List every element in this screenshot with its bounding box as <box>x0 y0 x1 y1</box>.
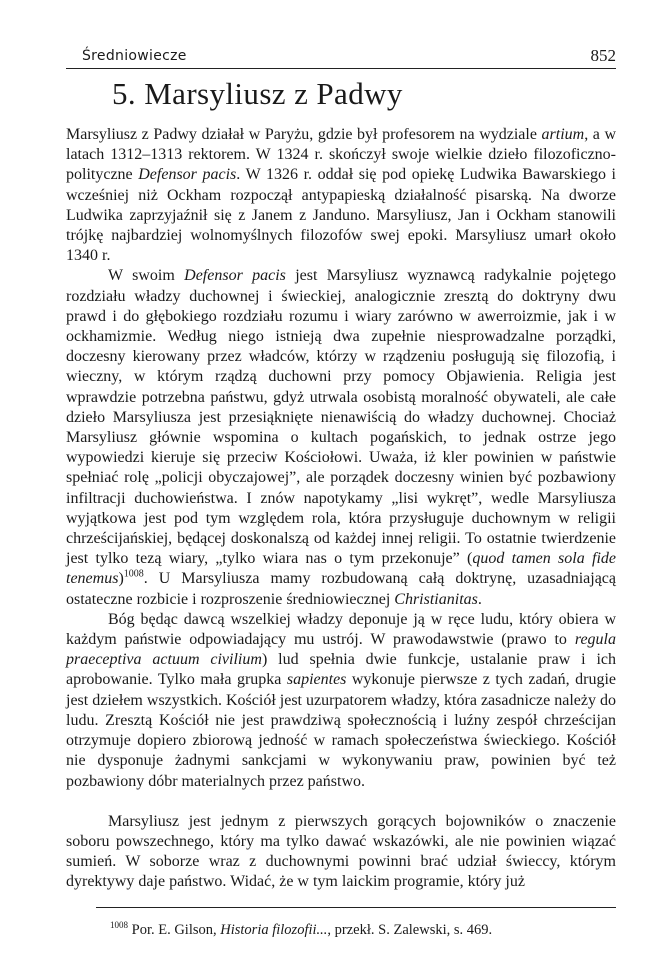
text-run: jest Marsyliusz wyznawcą radykalnie pojętego rozdziału władzy duchownej i świeckiej, analogicznie zresztą do doktryny dwu prawd i do głębokiego rozdziału rozumu i wiary zarówno w awerroizmie, jak i w ockhamizmie. Według niego istnieją dwa zupełnie niesprowadzalne porządki, doczesny kierowany przez władców, którzy w rządzeniu posługują się filozofią, i wieczny, w którym rządzą duchowni przy pomocy Objawienia. Religia jest wprawdzie potrzebna państwu, gdyż utrwala osobistą moralność obywateli, ale całe dzieło Marsyliusza jest przesiąknięte nienawiścią do władzy duchownej. Chociaż Marsyliusz głównie wspomina o kultach pogańskich, to jednak ostrze jego wypowiedzi kieruje się przeciw Kościołowi. Uważa, iż kler powinien w państwie spełniać rolę „policji obyczajowej”, ale porządek doczesny winien być pozbawiony infiltracji duchowieństwa. I znów napotykamy „lisi wykręt”, wedle Marsyliusza wyjątkowa jest pod tym względem rola, która przysługuje duchownym w religii chrześcijańskiej, będącej doskonalszą od każdej innej religii. To ostatnie twierdzenie jest tylko tezą wiary, „tylko wiara nas o tym przekonuje” ( <box>66 267 616 568</box>
italic-term: regula praeceptiva actuum civilium <box>66 631 616 669</box>
text-run: . U Marsyliusza mamy rozbudowaną całą doktrynę, uzasadniającą ostateczne rozbicie i rozproszenie średniowiecznej <box>66 570 616 608</box>
footnote-text-pre: Por. E. Gilson, <box>131 922 221 938</box>
text-run: . <box>477 590 482 608</box>
text-run: Marsyliusz jest jednym z pierwszych gorących bojowników o znaczenie soboru powszechnego, który ma tylko dawać wskazówki, ale nie powinien wiązać sumień. W soborze wraz z duchownymi powinni brać udział świeccy, którym dyrektywy daje państwo. Widać, że w tym laickim programie, który już <box>66 812 616 891</box>
text-run: Marsyliusz z Padwy działał w Paryżu, gdzie był profesorem na wydziale <box>66 126 542 143</box>
italic-term: Christianitas <box>394 590 478 608</box>
footnote <box>110 921 616 939</box>
italic-term: sapientes <box>286 671 347 689</box>
italic-term: Defensor pacis <box>184 267 286 285</box>
section-title: Średniowiecze <box>82 48 187 64</box>
footnote-ref: 1008 <box>123 569 144 581</box>
chapter-title: 5. Marsyliusz z Padwy <box>112 76 403 111</box>
body-text <box>66 125 616 893</box>
paragraph <box>66 125 616 266</box>
footnote-number: 1008 <box>110 920 128 931</box>
text-run: , a w latach 1312–1313 rektorem. W 1324 r. skończył swoje wielkie dzieło filozoficzno-polityczne <box>66 126 617 184</box>
text-run: ) <box>118 570 124 588</box>
text-run: . W 1326 r. oddał się pod opiekę Ludwika Bawarskiego i wcześniej niż Ockham rozpoczął antypapieską działalność pisarską. Na dworze Ludwika zaprzyjaźnił się z Janem z Janduno. Marsyliusz, Jan i Ockham stanowili trójkę najbardziej wolnomyślnych filozofów swej epoki. Marsyliusz umarł około 1340 r. <box>66 166 616 265</box>
text-run: Bóg będąc dawcą wszelkiej władzy deponuje ją w ręce ludu, który obiera w każdym państwie odpowiadający mu ustrój. W prawodawstwie (prawo to <box>66 610 616 649</box>
paragraph <box>66 610 616 792</box>
footnote-work-title: Historia filozofii... <box>220 922 328 938</box>
running-header <box>66 46 616 69</box>
page-number: 852 <box>590 46 616 65</box>
footnote-text-post: , przekł. S. Zalewski, s. 469. <box>327 922 493 938</box>
paragraph <box>66 266 616 609</box>
text-run: wykonuje pierwsze z tych zadań, drugie jest dziełem wszystkich. Kościół jest uzurpatorem władzy, która zasadnicze należy do ludu. Zresztą Kościół nie jest prawdziwą społecznością i luźny zespół chrześcijan otrzymuje dopiero zbiorową jedność w ramach społeczeństwa świeckiego. Kościół nie dysponuje żadnymi sankcjami w wykonywaniu praw, powinien być też pozbawiony dóbr materialnych przez państwo. <box>66 671 616 790</box>
footnote-rule <box>96 907 616 908</box>
italic-term: artium <box>541 126 585 143</box>
italic-term: Defensor pacis <box>138 166 237 184</box>
italic-term: quod tamen sola fide tenemus <box>66 550 617 588</box>
paragraph <box>66 812 616 893</box>
text-run: W swoim <box>108 267 185 285</box>
book-page <box>66 0 616 978</box>
text-run: ) lud spełnia dwie funkcje, ustalanie praw i ich aprobowanie. Tylko mała grupka <box>66 651 617 689</box>
